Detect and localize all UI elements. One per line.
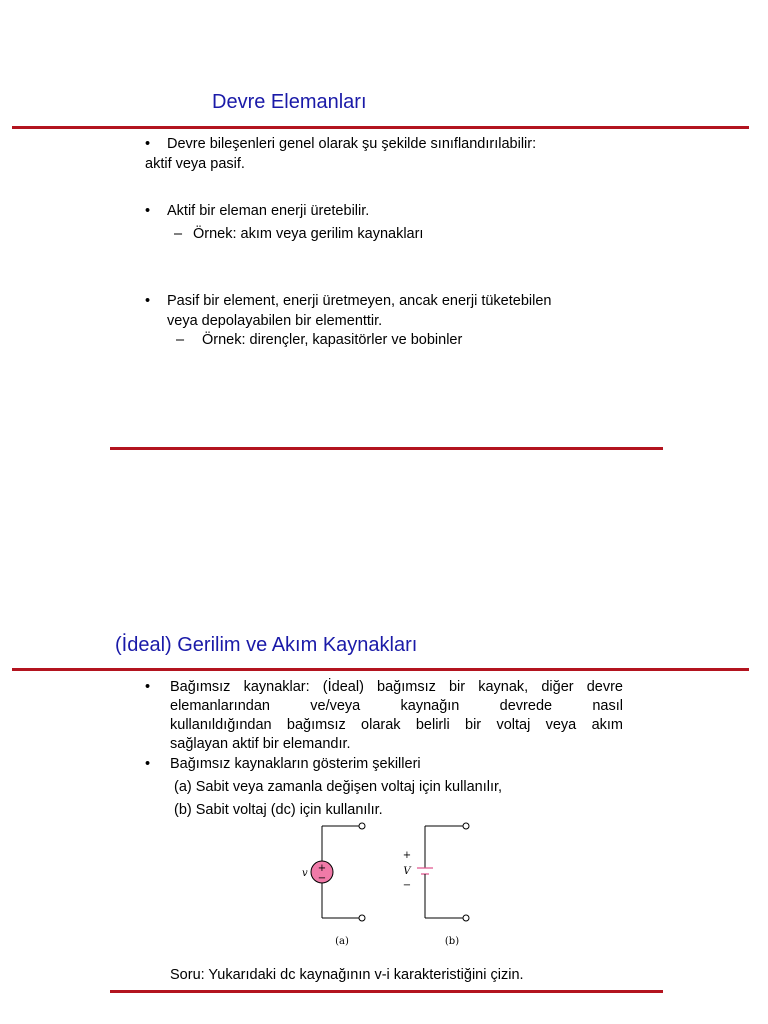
bullet-marker: • [145,293,151,309]
line-representation-b: (b) Sabit voltaj (dc) için kullanılır. [174,802,383,818]
caption-a: (a) [335,936,349,947]
minus-sign-b: − [402,880,412,891]
caption-b: (b) [444,936,460,947]
plus-sign-b: + [402,850,412,861]
bullet-marker: • [145,756,151,772]
bullet-independent-sources-line3: kullanıldığından bağımsız olarak belirli bir voltaj veya akım [170,717,623,733]
bullet-classification-line1: Devre bileşenleri genel olarak şu şekilde sınıflandırılabilir: [167,136,537,152]
label-v: v [302,868,308,879]
sub-bullet-dash: – [176,332,185,348]
voltage-source-a [302,823,365,947]
minus-sign-a: − [317,873,327,884]
bullet-passive-element-line2: veya depolayabilen bir elementtir. [167,313,383,329]
line-representation-a: (a) Sabit veya zamanla değişen voltaj için kullanılır, [174,779,503,795]
bullet-marker: • [145,679,151,695]
bullet-representations: Bağımsız kaynakların gösterim şekilleri [170,756,421,772]
slide2-top-rule [12,668,749,671]
dc-source-b [403,823,469,947]
bullet-classification-line2: aktif veya pasif. [145,156,245,172]
sub-bullet-dash: – [174,226,183,242]
source-symbols-figure [290,815,480,955]
sub-bullet-passive-example: Örnek: dirençler, kapasitörler ve bobinler [202,332,463,348]
sub-bullet-active-example: Örnek: akım veya gerilim kaynakları [193,226,424,242]
label-V: V [403,866,411,877]
bullet-passive-element-line1: Pasif bir element, enerji üretmeyen, ancak enerji tüketebilen [167,293,552,309]
bullet-independent-sources-line4: sağlayan aktif bir elemandır. [170,736,351,752]
slide2-title: (İdeal) Gerilim ve Akım Kaynakları [115,634,418,656]
bullet-marker: • [145,136,151,152]
bullet-active-element: Aktif bir eleman enerji üretebilir. [167,203,370,219]
question-text: Soru: Yukarıdaki dc kaynağının v-i karakteristiğini çizin. [170,967,524,983]
bullet-marker: • [145,203,151,219]
slide1-top-rule [12,126,749,129]
slide2-bottom-rule [110,990,663,993]
bullet-independent-sources-line2: elemanlarından ve/veya kaynağın devrede nasıl [170,698,623,714]
slide1-bottom-rule [110,447,663,450]
plus-sign-a: + [317,863,327,874]
bullet-independent-sources-line1: Bağımsız kaynaklar: (İdeal) bağımsız bir kaynak, diğer devre [170,679,623,695]
slide1-title: Devre Elemanları [212,91,367,113]
